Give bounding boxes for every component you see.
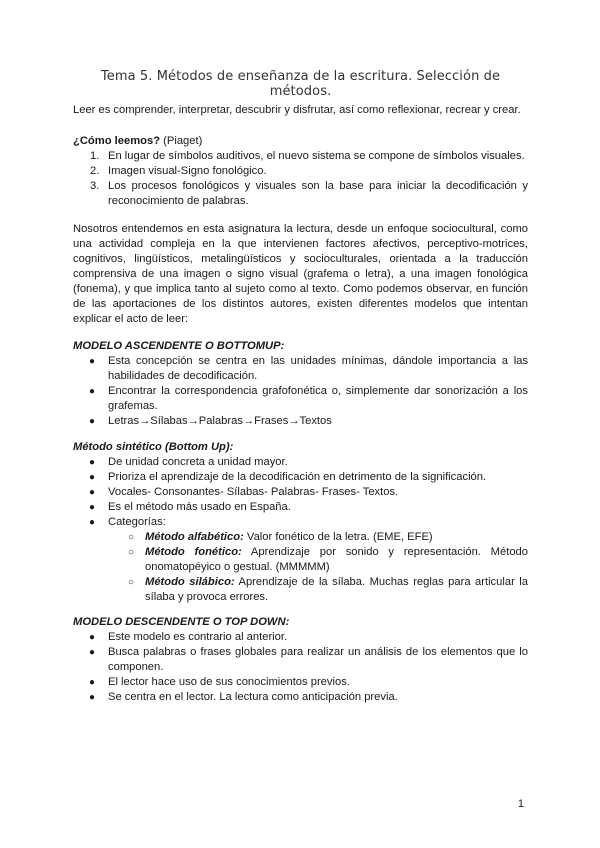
bullet-list: [73, 354, 528, 429]
how-list: [73, 149, 528, 209]
bullet-icon: ●: [89, 356, 96, 367]
reading-definition-paragraph: Nosotros entendemos en esta asignatura la lectura, desde un enfoque sociocultural, como una actividad compleja en la que intervienen factores afectivos, perceptivo-motrices, cognitivos, lingüísticos, metalingüísticos y socioculturales, orientada a la traducción comprensiva de una imagen o signo visual (grafema o letra), a una imagen fonológica (fonema), y que implica tanto al sujeto como al texto. Como podemos observar, en función de las aportaciones de los distintos autores, existen diferentes modelos que intentan explicar el acto de leer:: [73, 223, 528, 325]
list-item: ● Prioriza el aprendizaje de la decodificación en detrimento de la significación.: [89, 471, 487, 483]
ascendente-section: [73, 339, 528, 429]
page-number: 1: [517, 798, 524, 810]
bullet-icon: ●: [89, 416, 96, 427]
list-item: ● El lector hace uso de sus conocimientos previos.: [89, 676, 350, 688]
bullet-icon: ●: [89, 692, 96, 703]
list-item: 3. Los procesos fonológicos y visuales son la base para iniciar la decodificación y reconocimiento de palabras.: [90, 180, 528, 207]
list-item: ● Letras→Sílabas→Palabras→Frases→Textos: [89, 415, 332, 427]
categories-list: [73, 530, 528, 605]
list-item: ● De unidad concreta a unidad mayor.: [89, 456, 288, 468]
list-item: 1. En lugar de símbolos auditivos, el nuevo sistema se compone de símbolos visuales.: [90, 150, 525, 162]
category-item: ○ Método fonético: Aprendizaje por sonido y representación. Método onomatopéyico o gestual. (MMMMM): [128, 546, 528, 573]
list-item: 2. Imagen visual-Signo fonológico.: [90, 165, 267, 177]
bullet-icon: ●: [89, 472, 96, 483]
how-we-read-section: [73, 134, 528, 209]
bullet-icon: ●: [89, 632, 96, 643]
bullet-list: [73, 630, 528, 705]
circle-bullet-icon: ○: [128, 547, 135, 558]
bullet-icon: ●: [89, 487, 96, 498]
circle-bullet-icon: ○: [128, 577, 135, 588]
category-item: ○ Método silábico: Aprendizaje de la sílaba. Muchas reglas para articular la sílaba y provoca errores.: [128, 576, 528, 603]
how-heading: [73, 134, 528, 149]
category-item: ○ Método alfabético: Valor fonético de la letra. (EME, EFE): [128, 531, 433, 543]
list-item: ● Este modelo es contrario al anterior.: [89, 631, 288, 643]
bullet-icon: ●: [89, 386, 96, 397]
section-heading: MODELO ASCENDENTE O BOTTOMUP:: [73, 340, 285, 352]
section-heading: MODELO DESCENDENTE O TOP DOWN:: [73, 616, 290, 628]
how-heading-suffix: (Piaget): [160, 135, 203, 147]
list-item: ● Categorías:: [89, 516, 166, 528]
bullet-icon: ●: [89, 517, 96, 528]
bullet-icon: ●: [89, 647, 96, 658]
list-item: ● Esta concepción se centra en las unidades mínimas, dándole importancia a las habilidades de decodificación.: [89, 355, 528, 382]
list-item: ● Se centra en el lector. La lectura como anticipación previa.: [89, 691, 398, 703]
list-item: ● Busca palabras o frases globales para realizar un análisis de los elementos que lo componen.: [89, 646, 528, 673]
document-title: Tema 5. Métodos de enseñanza de la escritura. Selección de métodos.: [100, 69, 501, 99]
how-heading-bold: ¿Cómo leemos?: [73, 135, 161, 147]
bullet-list: [73, 455, 528, 530]
bullet-icon: ●: [89, 457, 96, 468]
descendente-section: [73, 615, 528, 705]
circle-bullet-icon: ○: [128, 532, 135, 543]
bullet-icon: ●: [89, 677, 96, 688]
bullet-icon: ●: [89, 502, 96, 513]
section-heading: Método sintético (Bottom Up):: [73, 441, 234, 453]
list-item: ● Vocales- Consonantes- Sílabas- Palabras- Frases- Textos.: [89, 486, 399, 498]
intro-text: Leer es comprender, interpretar, descubrir y disfrutar, así como reflexionar, recrear y crear.: [73, 104, 521, 116]
list-item: ● Encontrar la correspondencia grafofonética o, simplemente dar sonorización a los grafemas.: [89, 385, 528, 412]
list-item: ● Es el método más usado en España.: [89, 501, 291, 513]
sintetico-section: [73, 440, 528, 605]
